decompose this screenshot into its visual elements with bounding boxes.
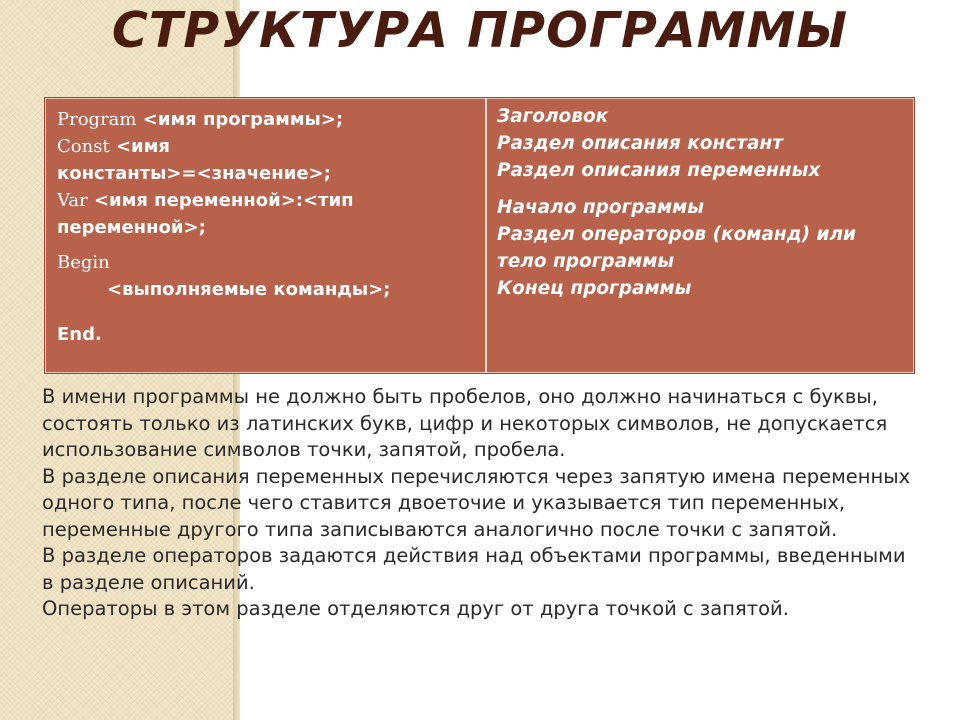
const-name-placeholder: <имя bbox=[109, 136, 170, 157]
note-program-name: В имени программы не должно быть пробелов, оно должно начинаться с буквы, состоять только из латинских букв, цифр и некоторых символов, не допускается использование символов точки, запятой, пробела. bbox=[42, 385, 888, 461]
desc-header: Заголовок bbox=[497, 106, 609, 127]
begin-keyword: Begin bbox=[57, 252, 110, 273]
note-variables: В разделе описания переменных перечисляются через запятую имена переменных одного типа, после чего ставится двоеточие и указывается тип переменных, переменные другого типа записываются аналогично после точки с запятой. bbox=[42, 464, 911, 541]
const-line bbox=[57, 133, 475, 160]
var-line bbox=[57, 187, 475, 214]
const-value-line: константы>=<значение>; bbox=[57, 163, 331, 184]
note-operators: В разделе операторов задаются действия над объектами программы, введенными в разделе описаний. bbox=[42, 544, 906, 594]
program-structure-table bbox=[44, 97, 915, 374]
var-type-line: переменной>; bbox=[57, 217, 206, 238]
desc-start: Начало программы bbox=[497, 197, 704, 218]
var-name-placeholder: <имя переменной>:<тип bbox=[87, 190, 354, 211]
desc-finish: Конец программы bbox=[497, 278, 692, 299]
desc-operators: Раздел операторов (команд) или bbox=[497, 224, 856, 245]
program-keyword: Program bbox=[57, 109, 137, 130]
program-line bbox=[57, 106, 475, 133]
notes-text bbox=[42, 384, 922, 623]
program-name-placeholder: <имя программы>; bbox=[136, 109, 344, 130]
note-separators: Операторы в этом разделе отделяются друг от друга точкой с запятой. bbox=[42, 597, 789, 620]
code-column bbox=[45, 98, 487, 373]
desc-variables: Раздел описания переменных bbox=[497, 160, 821, 181]
slide-title: СТРУКТУРА ПРОГРАММЫ bbox=[111, 2, 849, 59]
desc-operators-body: тело программы bbox=[497, 251, 675, 272]
const-keyword: Const bbox=[57, 136, 110, 157]
desc-constants: Раздел описания констант bbox=[497, 133, 783, 154]
description-column bbox=[487, 98, 914, 373]
end-keyword: End. bbox=[57, 324, 102, 345]
commands-placeholder: <выполняемые команды>; bbox=[107, 279, 391, 300]
var-keyword: Var bbox=[57, 190, 88, 211]
